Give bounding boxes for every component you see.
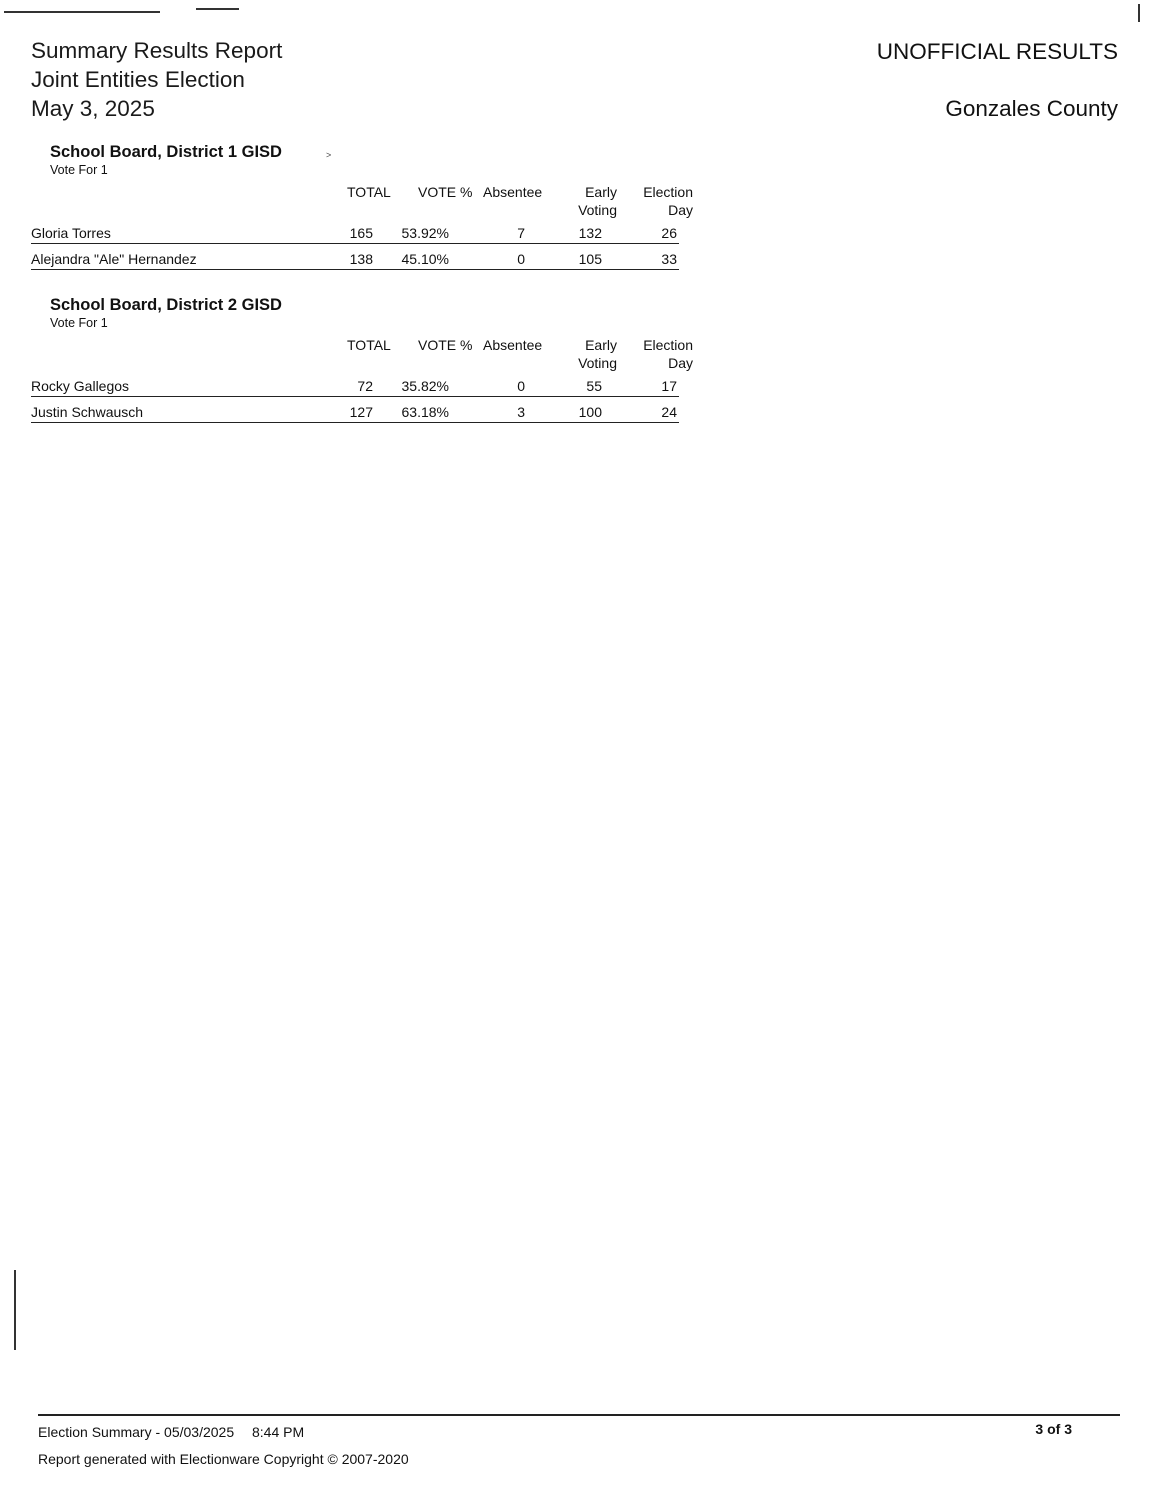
footer-summary-line	[38, 1424, 304, 1440]
candidate-name: Gloria Torres	[31, 225, 111, 241]
report-title-block	[31, 36, 282, 123]
footer-generated: Report generated with Electionware Copyright © 2007-2020	[38, 1451, 409, 1467]
vote-for-label: Vote For 1	[50, 163, 108, 177]
candidate-name: Alejandra "Ale" Hernandez	[31, 251, 197, 267]
election-name: Joint Entities Election	[31, 67, 245, 92]
vote-for-label: Vote For 1	[50, 316, 108, 330]
early-votes: 132	[578, 225, 602, 241]
page-number: 3 of 3	[1035, 1421, 1072, 1437]
early-votes: 55	[586, 378, 602, 394]
footer-summary: Election Summary - 05/03/2025	[38, 1424, 235, 1440]
contest-district-2	[31, 296, 693, 426]
footer-rule	[38, 1414, 1120, 1416]
column-header-absentee: Absentee	[483, 184, 543, 200]
election-day-votes: 17	[661, 378, 677, 394]
candidate-name: Justin Schwausch	[31, 404, 144, 420]
election-day-votes: 26	[661, 225, 677, 241]
footer-time: 8:44 PM	[252, 1424, 305, 1440]
column-header-absentee: Absentee	[483, 337, 543, 353]
table-row	[31, 223, 679, 244]
county-name: Gonzales County	[945, 96, 1118, 121]
vote-percent: 63.18%	[401, 404, 449, 420]
candidate-name: Rocky Gallegos	[31, 378, 130, 394]
column-header-vote-pct: VOTE %	[418, 184, 473, 200]
scan-line-top-center	[196, 8, 239, 10]
contest-title: School Board, District 2 GISD	[50, 296, 282, 314]
early-votes: 100	[578, 404, 602, 420]
column-header-early-voting: Early Voting	[578, 337, 617, 371]
stray-mark: ˃	[326, 150, 332, 160]
table-row	[31, 249, 679, 270]
vote-percent: 45.10%	[401, 251, 449, 267]
absentee-votes: 0	[517, 378, 525, 394]
total-votes: 138	[349, 251, 373, 267]
column-header-election-day: Election Day	[643, 184, 693, 218]
absentee-votes: 7	[517, 225, 525, 241]
vote-percent: 35.82%	[401, 378, 449, 394]
report-title: Summary Results Report	[31, 38, 283, 63]
table-row	[31, 402, 679, 423]
column-header-vote-pct: VOTE %	[418, 337, 473, 353]
scan-line-top-right	[1138, 4, 1140, 22]
election-day-votes: 24	[661, 404, 677, 420]
absentee-votes: 0	[517, 251, 525, 267]
table-row	[31, 376, 679, 397]
contest-title: School Board, District 1 GISD	[50, 143, 282, 161]
contest-district-1	[31, 143, 693, 273]
results-status: UNOFFICIAL RESULTS	[876, 39, 1118, 64]
election-date: May 3, 2025	[31, 96, 155, 121]
vote-percent: 53.92%	[401, 225, 449, 241]
total-votes: 165	[349, 225, 373, 241]
scan-line-top-left	[4, 11, 160, 13]
total-votes: 127	[349, 404, 373, 420]
early-votes: 105	[578, 251, 602, 267]
column-header-total: TOTAL	[347, 184, 391, 200]
scan-line-left-margin	[14, 1270, 16, 1350]
absentee-votes: 3	[517, 404, 525, 420]
total-votes: 72	[357, 378, 373, 394]
column-header-early-voting: Early Voting	[578, 184, 617, 218]
column-header-election-day: Election Day	[643, 337, 693, 371]
column-header-total: TOTAL	[347, 337, 391, 353]
election-day-votes: 33	[661, 251, 677, 267]
